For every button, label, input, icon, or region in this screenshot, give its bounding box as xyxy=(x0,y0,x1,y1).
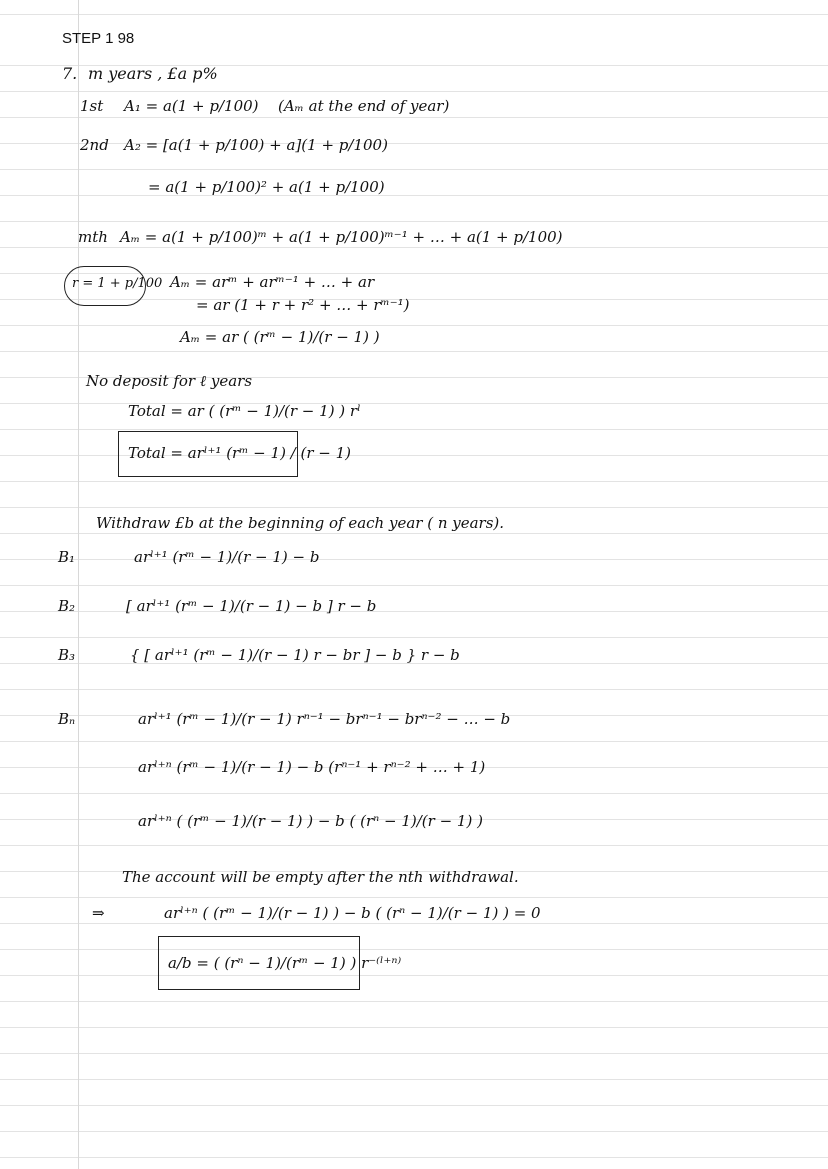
total-line-2: Total = arˡ⁺¹ (rᵐ − 1) / (r − 1) xyxy=(128,444,352,462)
b3-equation: { [ arˡ⁺¹ (rᵐ − 1)/(r − 1) r − br ] − b } r − b xyxy=(130,646,460,664)
bn-equation-3: arˡ⁺ⁿ ( (rᵐ − 1)/(r − 1) ) − b ( (rⁿ − 1)/(r − 1) ) xyxy=(138,812,483,830)
line-2-equation: A₂ = [a(1 + p/100) + a](1 + p/100) xyxy=(124,136,388,154)
bn-equation-2: arˡ⁺ⁿ (rᵐ − 1)/(r − 1) − b (rⁿ⁻¹ + rⁿ⁻² + … + 1) xyxy=(138,758,486,776)
question-intro: m years , £a p% xyxy=(88,64,218,83)
total-line-1: Total = ar ( (rᵐ − 1)/(r − 1) ) rˡ xyxy=(128,402,361,420)
line-1-note: (Aₘ at the end of year) xyxy=(278,97,450,115)
b1-equation: arˡ⁺¹ (rᵐ − 1)/(r − 1) − b xyxy=(134,548,320,566)
sum-line-1: Aₘ = arᵐ + arᵐ⁻¹ + … + ar xyxy=(170,273,375,291)
line-1-equation: A₁ = a(1 + p/100) xyxy=(124,97,259,115)
withdraw-text: Withdraw £b at the beginning of each year ( n years). xyxy=(96,514,505,532)
line-m-tag: mth xyxy=(78,228,108,246)
line-3-equation: = a(1 + p/100)² + a(1 + p/100) xyxy=(148,178,385,196)
implies-arrow: ⇒ xyxy=(92,904,105,922)
b1-tag: B₁ xyxy=(58,548,76,566)
b3-tag: B₃ xyxy=(58,646,76,664)
line-2-tag: 2nd xyxy=(80,136,109,154)
bn-equation-1: arˡ⁺¹ (rᵐ − 1)/(r − 1) rⁿ⁻¹ − brⁿ⁻¹ − brⁿ⁻² − … − b xyxy=(138,710,511,728)
margin-line xyxy=(78,0,79,1169)
final-equation: arˡ⁺ⁿ ( (rᵐ − 1)/(r − 1) ) − b ( (rⁿ − 1)/(r − 1) ) = 0 xyxy=(164,904,541,922)
line-m-equation: Aₘ = a(1 + p/100)ᵐ + a(1 + p/100)ᵐ⁻¹ + … + a(1 + p/100) xyxy=(120,228,563,246)
empty-account-text: The account will be empty after the nth withdrawal. xyxy=(122,868,519,886)
final-answer: a/b = ( (rⁿ − 1)/(rᵐ − 1) ) r⁻⁽ˡ⁺ⁿ⁾ xyxy=(168,954,402,972)
substitution-text: r = 1 + p/100 xyxy=(72,276,163,291)
sum-line-3: Aₘ = ar ( (rᵐ − 1)/(r − 1) ) xyxy=(180,328,380,346)
no-deposit-text: No deposit for ℓ years xyxy=(86,372,253,390)
page-header: STEP 1 98 xyxy=(62,30,135,47)
bn-tag: Bₙ xyxy=(58,710,76,728)
question-number: 7. xyxy=(62,64,78,83)
sum-line-2: = ar (1 + r + r² + … + rᵐ⁻¹) xyxy=(196,296,410,314)
b2-equation: [ arˡ⁺¹ (rᵐ − 1)/(r − 1) − b ] r − b xyxy=(126,597,377,615)
b2-tag: B₂ xyxy=(58,597,76,615)
line-1-tag: 1st xyxy=(80,97,104,115)
